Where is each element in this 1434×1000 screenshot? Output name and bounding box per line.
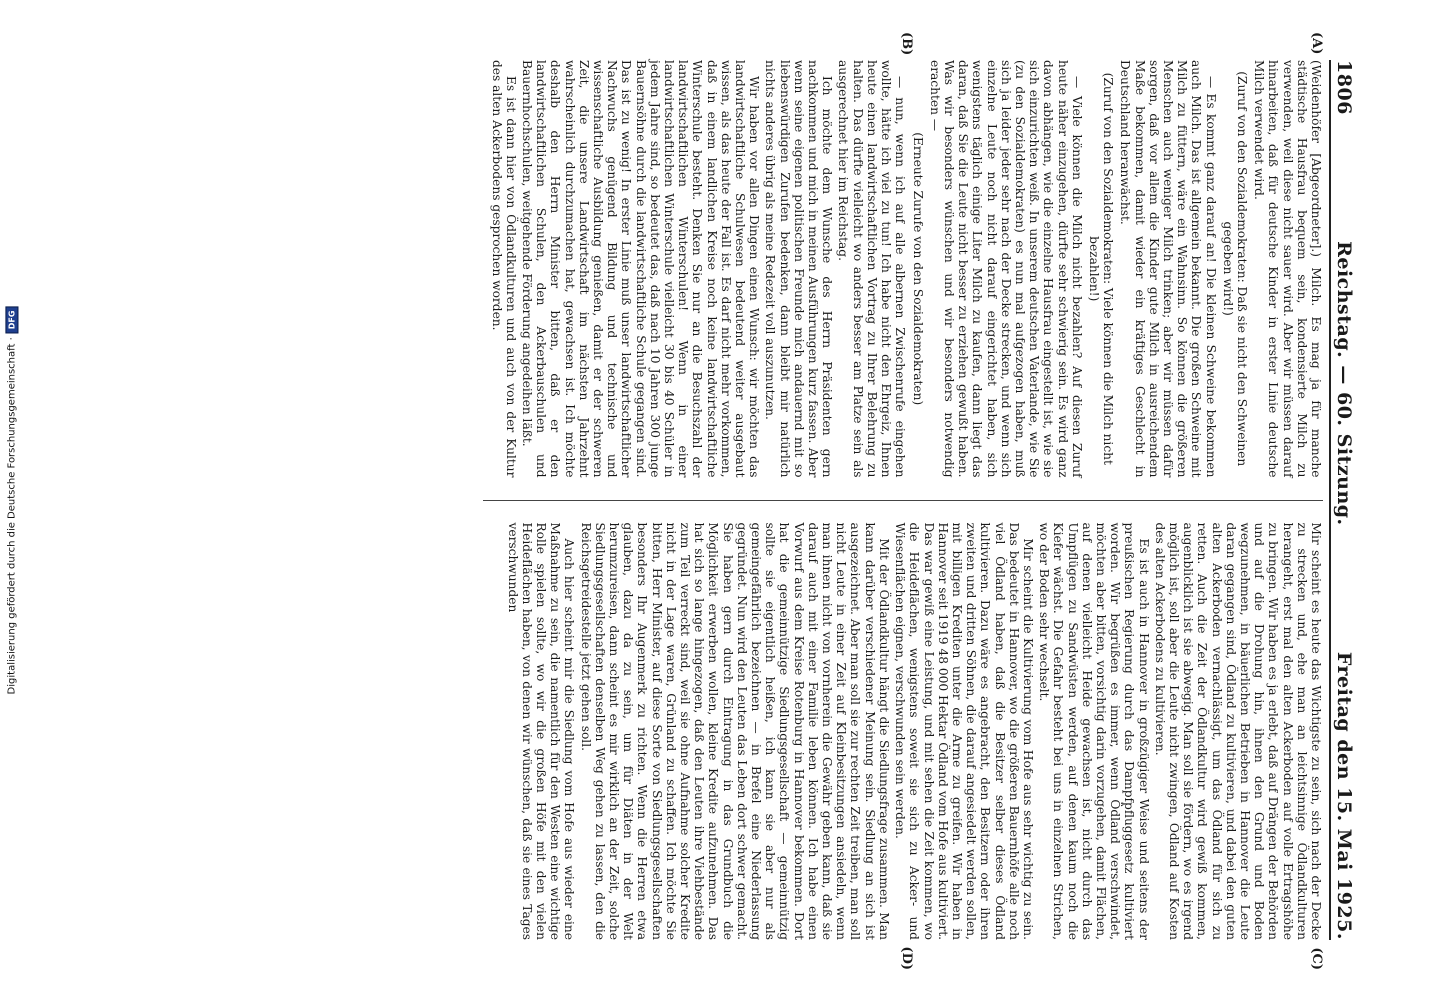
session-title: Reichstag. — 60. Sitzung.: [1333, 241, 1355, 526]
text-columns: [483, 32, 1324, 970]
body-paragraph: Mir scheint die Kultivierung vom Hofe aus sehr wichtig zu sein. Das bedeutet in Hannover, wo die größeren Bauernhöfe alle noch viel Ödland haben, daß die Besitzer selber dieses Ödland kultivieren. Dazu wäre es angebracht, den Besitzern oder ihren zweiten und dritten Söhnen, die darauf angesiedelt werden sollen, mit billigen Krediten unter die Arme zu greifen. Wir haben in Hannover seit 1919 48 000 Hektar Ödland vom Hofe aus kultiviert. Das war gewiß eine Leistung, und mit sehen die Zeit kommen, wo die Heideflächen, wenigstens soweit sie sich zu Acker- und Wiesenflächen eignen, verschwunden sein werden.: [893, 522, 1035, 940]
page-number: 1806: [1333, 60, 1355, 115]
body-paragraph: Es ist auch in Hannover in großzügiger Weise und seitens der preußischen Regierung durch das Dampfpfluggesetz kultiviert worden. Wir begrüßen es immer, wenn Ödland verschwindet, möchten aber bitten, vorsichtig darin vorzugehen, damit Flächen, auf denen vielleicht Heide gewachsen ist, nicht durch das Umpflügen zu Sandwüsten werden, auf denen kaum noch die Kiefer wächst. Die Gefahr besteht bei uns in einzelnen Strichen, wo der Boden sehr wechselt.: [1037, 522, 1151, 940]
digitization-credit-text: Digitalisierung gefördert durch die Deutsche Forschungsgemeinschaft ·: [6, 336, 18, 694]
body-paragraph: — nun, wenn ich auf alle albernen Zwischenrufe eingehen wollte, hätte ich viel zu tun! Ich habe nicht den Ehrgeiz, Ihnen heute einen landwirtschaftlichen Vortrag zu Ihrer Belehrung zu halten. Das dürfte vielleicht wo anders besser am Platze sein als ausgerechnet hier im Reichstag.: [836, 60, 908, 478]
page-header: [1329, 60, 1355, 940]
column-divider: [483, 500, 1323, 501]
dfg-logo: DFG: [6, 306, 19, 333]
body-paragraph: Mit der Ödlandkultur hängt die Siedlungsfrage zusammen. Man kann darüber verschiedener Meinung sein. Siedlung an sich ist ausgezeichnet. Aber man soll sie zur rechten Zeit treiben, man soll nicht Leute in einer Zeit auf Kleinbesitzungen ansiedeln, wenn man ihnen nicht von vornherein die Gewähr geben kann, daß sie darauf auch mit einer Familie leben können. Ich habe einen Vorwurf aus dem Kreise Rotenburg in Hannover bekommen. Dort hat die gemeinnützige Siedlungsgesellschaft — gemeinnützig sollte sie eigentlich heißen, ich kann sie aber nur als gemeingefährlich bezeichnen — in Brefel eine Niederlassung gegründet. Nun wird den Leuten das Leben dort schwer gemacht. Sie haben gern durch Eintragung in das Grundbuch die Möglichkeit erwerben wollen, kleine Kredite aufzunehmen. Das hat sich so lange hingezogen, daß den Leuten ihre Viehbestände zum Teil verreckt sind, weil sie ohne Aufnahme solcher Kredite nicht in der Lage waren, Grünland zu schaffen. Ich möchte Sie bitten, Herr Minister, auf diese Sorte von Siedlungsgesellschaften besonders Ihr Augenmerk zu richten. Wenn die Herren etwa glauben, dazu da zu sein, um für Diäten in der Welt herumzureisen, dann scheint es mir wirklich an der Zeit, solche Siedlungsgesellschaften denselben Weg gehen zu lassen, den die Reichsgetreidestelle jetzt gehen soll.: [578, 522, 891, 940]
session-date: Freitag den 15. Mai 1925.: [1333, 651, 1355, 940]
body-paragraph: Wir haben vor allen Dingen einen Wunsch: wir möchten das landwirtschaftliche Schulwesen bedeutend weiter ausgebaut wissen, als das heute der Fall ist. Es darf nicht mehr vorkommen, daß in einem landlichen Kreise noch keine landwirtschaftliche Winterschule besteht. Denken Sie nur an die Besuchszahl der landwirtschaftlichen Winterschulen! Wenn in einer landwirtschaftlichen Winterschule vielleicht 30 bis 40 Schüler in jedem Jahre sind, so bedeutet das, daß nach 10 Jahren 300 junge Bauernsöhne durch die landwirtschaftliche Schule gegangen sind. Das ist zu wenig! In erster Linie muß unser landwirtschaftlicher Nachwuchs genügend Bildung und technische und wissenschaftliche Ausbildung genießen, damit er der schweren Zeit, die unsere Landwirtschaft im nächsten Jahrzehnt wahrscheinlich durchzumachen hat, gewachsen ist. Ich möchte deshalb den Herrn Minister bitten, daß er den landwirtschaftlichen Schulen, den Ackerbauschulen und Bauernhochschulen, weitgehende Förderung angedeihen läßt.: [520, 60, 762, 478]
marker-d: (D): [899, 946, 914, 970]
right-column: [483, 522, 1324, 970]
body-paragraph: — Viele können die Milch nicht bezahlen? Auf diesen Zuruf heute näher einzugehen, dürfte sehr schwierig sein. Es wird ganz davon abhängen, wie die einzelne Hausfrau eingestellt ist, wie sie sich einzurichten weiß. In unserem deutschen Vaterlande, wie Sie (zu den Sozialdemokraten) es nun mal aufgezogen haben, muß sich ja leider jeder sehr nach der Decke strecken, und wenn sich einzelne Leute noch nicht darauf eingerichtet haben, sich wenigstens täglich einige Liter Milch zu kaufen, dann liegt das daran, daß Sie die Leute nicht besser zu erziehen gewußt haben. Was wir besonders wünschen und wir besonders notwendig erachten —: [927, 60, 1084, 478]
interjection-paragraph: (Erneute Zurufe von den Sozialdemokraten): [910, 132, 925, 406]
interjection-paragraph: (Zuruf von den Sozialdemokraten: Viele können die Milch nicht bezahlen!): [1086, 72, 1116, 465]
rotated-document: [105, 32, 1355, 970]
body-paragraph: Ich möchte dem Wunsche des Herrn Präsidenten gern nachkommen und mich in meinen Ausführungen kurz fassen. Aber wenn seine eigenen politischen Freunde mich andauernd mit so liebenswürdigen Zurufen bedenken, dann bleibt mir natürlich nichts anderes übrig als meine Redezeit voll auszunutzen.: [763, 60, 835, 478]
body-paragraph: Auch hier scheint mir die Siedlung vom Hofe aus wieder eine Maßnahme zu sein, die namentlich für den Westen eine wichtige Rolle spielen sollte, wo wir die großen Höfe mit den vielen Heideflächen haben, von denen wir wünschen, daß sie eines Tages verschwunden: [505, 522, 577, 940]
body-paragraph: (Weidenhöfer [Abgeordneter].) Milch. Es mag ja für manche städtische Hausfrau bequem sein, kondensierte Milch zu verwenden, weil diese nicht sauer wird. Aber wir müssen darauf hinarbeiten, daß für deutsche Kinder in erster Linie deutsche Milch verwendet wird.: [1252, 60, 1323, 478]
marker-a: (A): [1309, 32, 1324, 55]
body-paragraph: — Es kommt ganz darauf an! Die kleinen Schweine bekommen auch Milch. Das ist allgemein bekannt. Die großen Schweine mit Milch zu füttern, wäre ein Wahnsinn. So können die größeren Menschen auch weniger Milch trinken; aber wir müssen dafür sorgen, daß vor allem die Kinder gute Milch in ausreichendem Maße bekommen, damit wieder ein kräftiges Geschlecht in Deutschland heranwächst.: [1118, 60, 1218, 478]
body-paragraph: Es ist dann hier von Ödlandkulturen und auch von der Kultur des alten Ackerbodens gesprochen worden.: [489, 60, 518, 478]
body-paragraph: Mir scheint es heute das Wichtigste zu sein, sich nach der Decke zu strecken und, ehe man an leichtsinnige Ödlandkulturen herangeht, erst mal den alten Ackerboden auf volle Ertragshöhe zu bringen. Wir haben es ja erlebt, daß auf Drängen der Behörden und auf die Drohung hin, ihnen den Grund und Boden wegzunehmen, in bäuerlichen Betrieben in Hannover die Leute daran gegangen sind, Ödland zu kultivieren, und dabei den guten alten Ackerboden vernachlässigt, um das Ödland für sich zu retten. Auch die Zeit der Ödlandkultur wird gewiß kommen, augenblicklich ist sie abwegig. Man soll sie fördern, wo es irgend möglich ist, soll aber die Leute nicht zwingen, Ödland auf Kosten des alten Ackerbodens zu kultivieren.: [1152, 522, 1323, 940]
interjection-paragraph: (Zuruf von den Sozialdemokraten: Daß sie nicht den Schweinen gegeben wird!): [1220, 71, 1249, 467]
marker-b: (B): [899, 32, 914, 56]
marker-c: (C): [1309, 947, 1324, 970]
left-column: [483, 32, 1324, 478]
